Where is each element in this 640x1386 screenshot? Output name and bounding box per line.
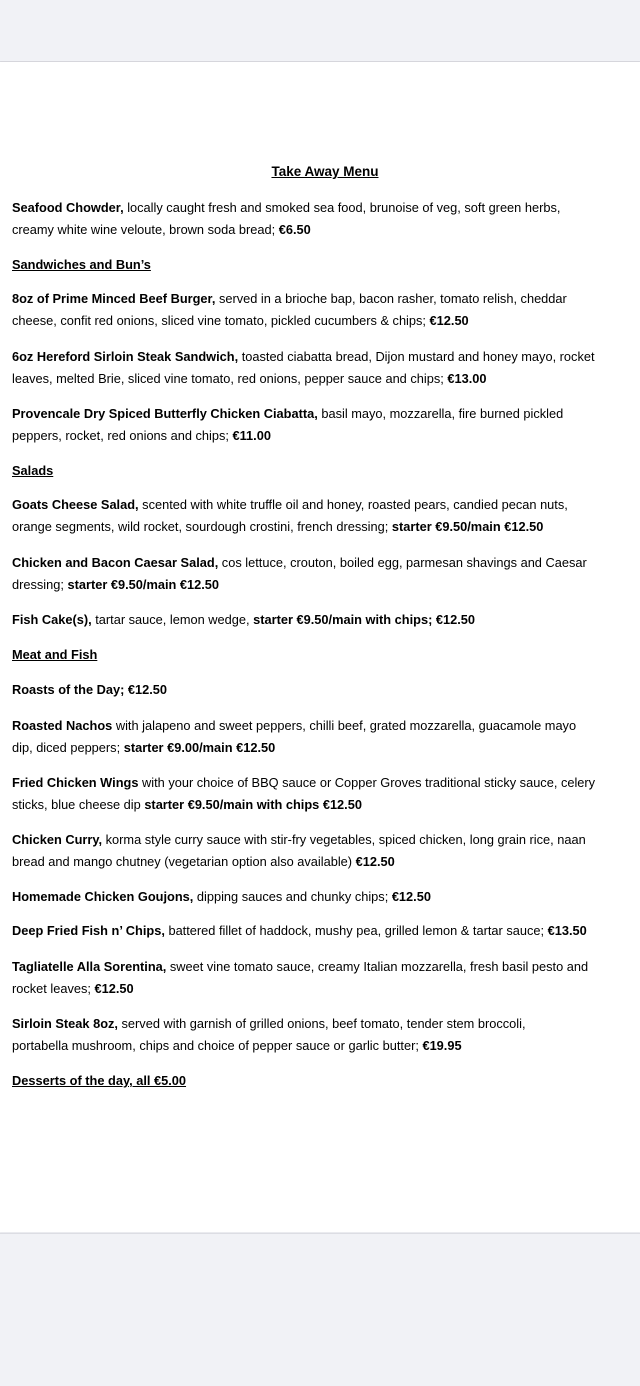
item-price: €12.50 [391, 889, 431, 904]
item-name: Goats Cheese Salad, [12, 497, 139, 512]
item-description: served with garnish of grilled onions, beef tomato, tender stem broccoli, [117, 1016, 526, 1031]
item-description: locally caught fresh and smoked sea food, brunoise of veg, soft green herbs, [123, 200, 561, 215]
menu-item-steak-sandwich [12, 346, 640, 389]
item-description: tartar sauce, lemon wedge, [91, 612, 254, 627]
section-heading-salads: Salads [12, 463, 54, 478]
item-name: Seafood Chowder, [12, 200, 124, 215]
item-price: €19.95 [422, 1037, 462, 1053]
item-name: Deep Fried Fish n’ Chips, [12, 923, 165, 938]
item-name: Chicken Curry, [12, 832, 103, 847]
menu-item-goats-cheese-salad [12, 494, 640, 537]
item-price: €6.50 [278, 221, 311, 237]
item-description: creamy white wine veloute, brown soda bread; [12, 221, 279, 237]
section-heading-sandwiches: Sandwiches and Bun’s [12, 257, 151, 272]
item-description: cheese, confit red onions, sliced vine tomato, pickled cucumbers & chips; [12, 312, 430, 328]
section-heading-meat-fish: Meat and Fish [12, 647, 98, 662]
section-heading-desserts: Desserts of the day, all €5.00 [12, 1073, 187, 1088]
item-description: served in a brioche bap, bacon rasher, tomato relish, cheddar [215, 291, 567, 306]
item-description: peppers, rocket, red onions and chips; [12, 427, 233, 443]
top-margin [0, 0, 640, 62]
menu-item-beef-burger [12, 288, 640, 331]
item-description: dressing; [12, 576, 68, 592]
item-name: Sirloin Steak 8oz, [12, 1016, 118, 1031]
menu-item-nachos [12, 715, 640, 758]
item-price: €11.00 [232, 427, 271, 443]
item-price: starter €9.50/main €12.50 [391, 518, 544, 534]
item-price: starter €9.50/main with chips; €12.50 [253, 612, 476, 627]
item-name: Provencale Dry Spiced Butterfly Chicken Ciabatta, [12, 406, 318, 421]
item-description: cos lettuce, crouton, boiled egg, parmesan shavings and Caesar [218, 555, 587, 570]
menu-item-sirloin-steak [12, 1013, 640, 1056]
item-name: Homemade Chicken Goujons, [12, 889, 194, 904]
item-name: 8oz of Prime Minced Beef Burger, [12, 291, 216, 306]
item-description: bread and mango chutney (vegetarian option also available) [12, 853, 356, 869]
bottom-margin [0, 1233, 640, 1386]
menu-item-chicken-ciabatta [12, 403, 640, 446]
item-description: toasted ciabatta bread, Dijon mustard and honey mayo, rocket [238, 349, 595, 364]
item-price: starter €9.50/main with chips €12.50 [144, 796, 362, 812]
item-price: €13.00 [447, 370, 487, 386]
menu-item-chicken-goujons [12, 886, 640, 908]
item-description: portabella mushroom, chips and choice of pepper sauce or garlic butter; [12, 1037, 423, 1053]
menu-item-fish-cakes [12, 609, 640, 631]
item-description: with jalapeno and sweet peppers, chilli beef, grated mozzarella, guacamole mayo [112, 718, 577, 733]
item-price: starter €9.00/main €12.50 [123, 739, 276, 755]
item-description: orange segments, wild rocket, sourdough crostini, french dressing; [12, 518, 392, 534]
item-description: with your choice of BBQ sauce or Copper Groves traditional sticky sauce, celery [138, 775, 596, 790]
menu-item-roasts [12, 679, 640, 701]
item-name: Chicken and Bacon Caesar Salad, [12, 555, 219, 570]
menu-item-seafood-chowder [12, 197, 640, 240]
item-name: 6oz Hereford Sirloin Steak Sandwich, [12, 349, 239, 364]
item-name: Fish Cake(s), [12, 612, 92, 627]
item-price: starter €9.50/main €12.50 [67, 576, 220, 592]
item-price: €12.50 [355, 853, 395, 869]
menu-item-chicken-curry [12, 829, 640, 872]
item-description: scented with white truffle oil and honey, roasted pears, candied pecan nuts, [138, 497, 568, 512]
item-description: sticks, blue cheese dip [12, 796, 145, 812]
menu-item-tagliatelle [12, 956, 640, 999]
item-description: battered fillet of haddock, mushy pea, grilled lemon & tartar sauce; [164, 923, 548, 938]
item-price: €12.50 [94, 980, 134, 996]
item-name: Roasted Nachos [12, 718, 113, 733]
page-title: Take Away Menu [271, 164, 379, 179]
item-name: Roasts of the Day; €12.50 [12, 682, 168, 697]
item-name: Fried Chicken Wings [12, 775, 139, 790]
item-description: dip, diced peppers; [12, 739, 124, 755]
item-description: leaves, melted Brie, sliced vine tomato, red onions, pepper sauce and chips; [12, 370, 448, 386]
menu-page [0, 62, 640, 1232]
menu-item-chicken-wings [12, 772, 640, 815]
item-price: €13.50 [547, 923, 587, 938]
item-price: €12.50 [429, 312, 469, 328]
item-description: korma style curry sauce with stir-fry vegetables, spiced chicken, long grain rice, naan [102, 832, 586, 847]
item-name: Tagliatelle Alla Sorentina, [12, 959, 167, 974]
item-description: rocket leaves; [12, 980, 95, 996]
menu-item-caesar-salad [12, 552, 640, 595]
item-description: sweet vine tomato sauce, creamy Italian mozzarella, fresh basil pesto and [166, 959, 589, 974]
menu-item-fish-n-chips [12, 920, 640, 942]
item-description: basil mayo, mozzarella, fire burned pickled [317, 406, 564, 421]
item-description: dipping sauces and chunky chips; [193, 889, 392, 904]
